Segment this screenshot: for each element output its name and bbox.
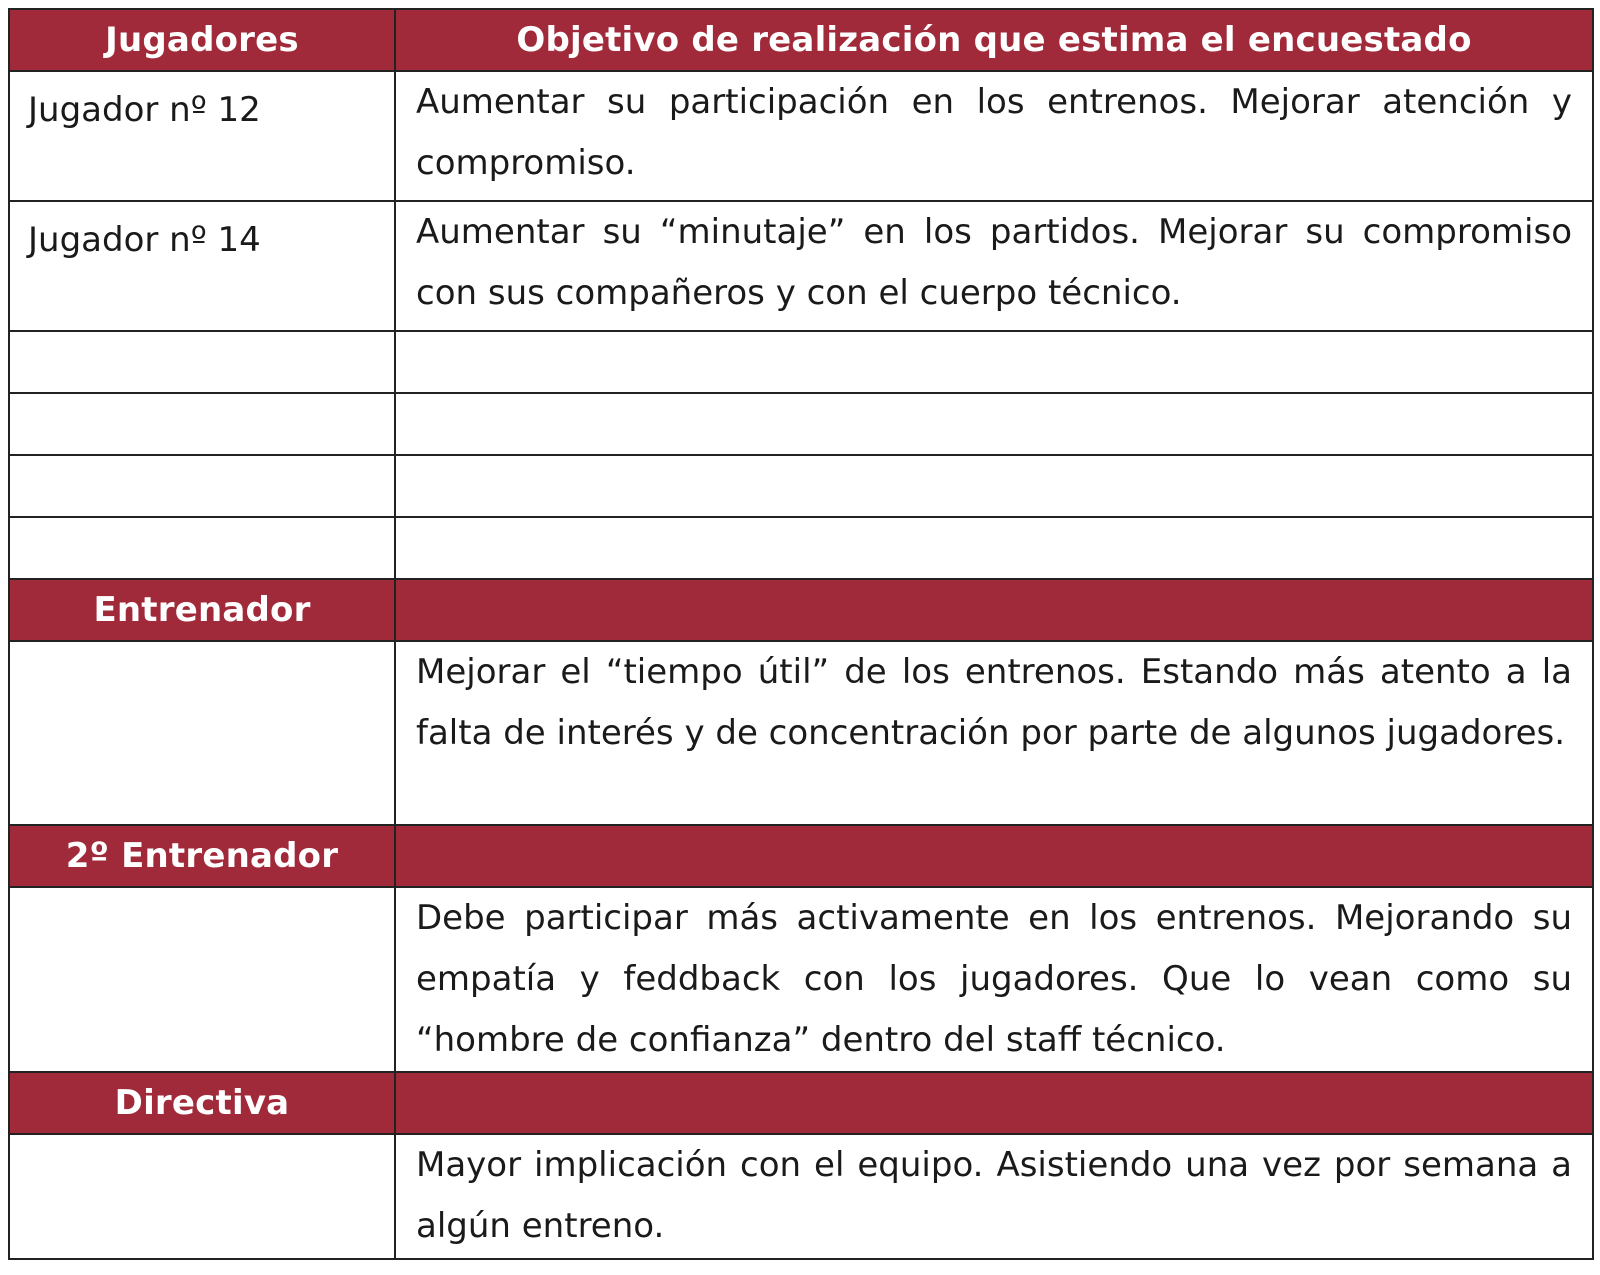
- section-header-row: [9, 579, 1593, 641]
- section-objective: Debe participar más activamente en los entrenos. Mejorando su empatía y feddback con los jugadores. Que lo vean como su “hombre de confianza” dentro del staff técnico.: [395, 887, 1593, 1072]
- survey-table: [8, 8, 1594, 1260]
- empty-cell: [395, 455, 1593, 517]
- empty-row: [9, 455, 1593, 517]
- player-objective: Aumentar su “minutaje” en los partidos. Mejorar su compromiso con sus compañeros y con el cuerpo técnico.: [395, 201, 1593, 331]
- section-header-row: [9, 825, 1593, 887]
- table-row: [9, 641, 1593, 825]
- empty-cell: [9, 393, 395, 455]
- player-name: Jugador nº 12: [9, 71, 395, 201]
- section-header-filler: [395, 579, 1593, 641]
- section-title-directiva: Directiva: [9, 1072, 395, 1134]
- empty-row: [9, 517, 1593, 579]
- column-header-objective: Objetivo de realización que estima el encuestado: [395, 9, 1593, 71]
- empty-cell: [9, 331, 395, 393]
- empty-cell: [9, 517, 395, 579]
- section-title-entrenador: Entrenador: [9, 579, 395, 641]
- empty-cell: [395, 331, 1593, 393]
- empty-row: [9, 393, 1593, 455]
- empty-cell: [395, 517, 1593, 579]
- table-row: [9, 1134, 1593, 1259]
- empty-cell: [9, 641, 395, 825]
- section-title-2-entrenador: 2º Entrenador: [9, 825, 395, 887]
- section-objective: Mejorar el “tiempo útil” de los entrenos. Estando más atento a la falta de interés y de concentración por parte de algunos jugadores.: [395, 641, 1593, 825]
- table-row: [9, 71, 1593, 201]
- section-header-row: [9, 1072, 1593, 1134]
- section-header-filler: [395, 1072, 1593, 1134]
- player-objective: Aumentar su participación en los entrenos. Mejorar atención y compromiso.: [395, 71, 1593, 201]
- empty-row: [9, 331, 1593, 393]
- empty-cell: [9, 887, 395, 1072]
- section-objective: Mayor implicación con el equipo. Asistiendo una vez por semana a algún entreno.: [395, 1134, 1593, 1259]
- column-header-players: Jugadores: [9, 9, 395, 71]
- empty-cell: [395, 393, 1593, 455]
- player-name: Jugador nº 14: [9, 201, 395, 331]
- table-row: [9, 201, 1593, 331]
- table-header-row: [9, 9, 1593, 71]
- section-header-filler: [395, 825, 1593, 887]
- table-row: [9, 887, 1593, 1072]
- empty-cell: [9, 455, 395, 517]
- empty-cell: [9, 1134, 395, 1259]
